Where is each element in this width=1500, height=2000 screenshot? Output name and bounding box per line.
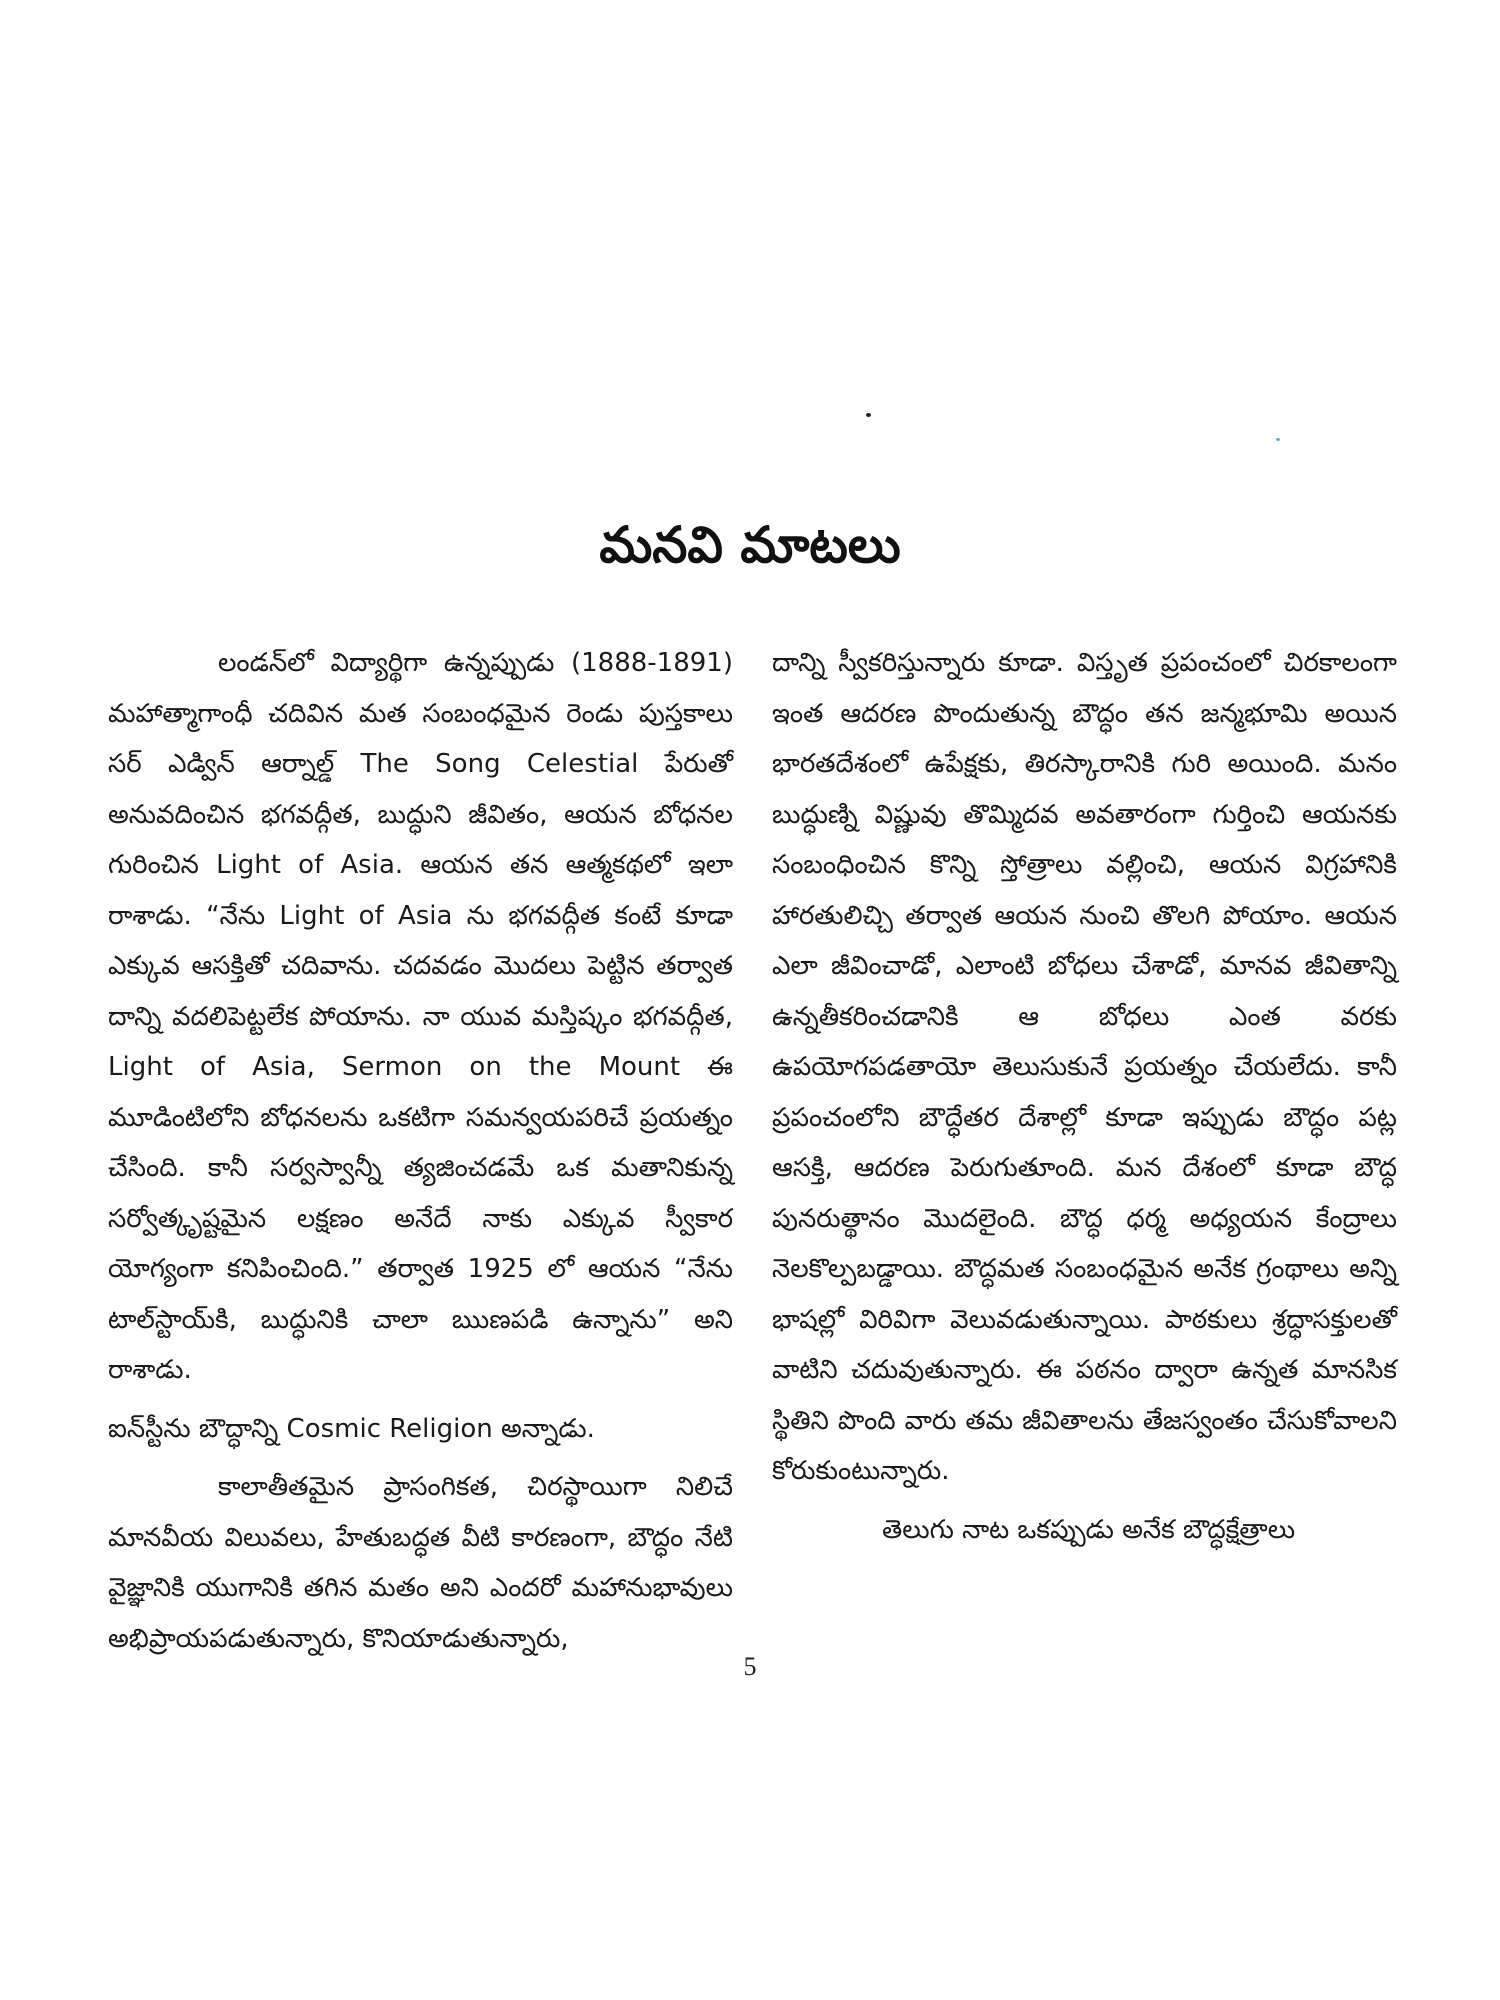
left-column [108,638,733,1664]
right-column [772,638,1397,1555]
page-title: మనవి మాటలు [599,516,901,574]
paragraph-gandhi: లండన్‌లో విద్యార్థిగా ఉన్నప్పుడు (1888-1891) మహాత్మాగాంధీ చదివిన మత సంబంధమైన రెండు పుస్తకాలు సర్ ఎడ్విన్ ఆర్నాల్డ్ The Song Celestial పేరుతో అనువదించిన భగవద్గీత, బుద్ధుని జీవితం, ఆయన బోధనల గురించిన Light of Asia. ఆయన తన ఆత్మకథలో ఇలా రాశాడు. “నేను Light of Asia ను భగవద్గీత కంటే కూడా ఎక్కువ ఆసక్తితో చదివాను. చదవడం మొదలు పెట్టిన తర్వాత దాన్ని వదలిపెట్టలేక పోయాను. నా యువ మస్తిష్కం భగవద్గీత, Light of Asia, Sermon on the Mount ఈ మూడింటిలోని బోధనలను ఒకటిగా సమన్వయపరిచే ప్రయత్నం చేసింది. కానీ సర్వస్వాన్నీ త్యజించడమే ఒక మతానికున్న సర్వోత్కృష్టమైన లక్షణం అనేదే నాకు ఎక్కువ స్వీకార యోగ్యంగా కనిపించింది.” తర్వాత 1925 లో ఆయన “నేను టాల్‌స్టాయ్‌కి, బుద్ధునికి చాలా ఋణపడి ఉన్నాను” అని రాశాడు. [108,648,733,1385]
paragraph-einstein: ఐన్‌స్టీను బౌద్ధాన్ని Cosmic Religion అన్నాడు. [108,1413,595,1444]
paragraph-relevance: కాలాతీతమైన ప్రాసంగికత, చిరస్థాయిగా నిలిచే మానవీయ విలువలు, హేతుబద్ధత వీటి కారణంగా, బౌద్ధం నేటి వైజ్ఞానికి యుగానికి తగిన మతం అని ఎందరో మహానుభావులు అభిప్రాయపడుతున్నారు, కొనియాడుతున్నారు, [108,1472,733,1654]
print-speck [1276,438,1280,441]
page-number: 5 [743,1652,757,1681]
paragraph-telugu-land: తెలుగు నాట ఒకప్పుడు అనేక బౌద్ధక్షేత్రాలు [882,1514,1296,1545]
paragraph-acceptance: దాన్ని స్వీకరిస్తున్నారు కూడా. విస్తృత ప్రపంచంలో చిరకాలంగా ఇంత ఆదరణ పొందుతున్న బౌద్ధం తన జన్మభూమి అయిన భారతదేశంలో ఉపేక్షకు, తిరస్కారానికి గురి అయింది. మనం బుద్ధుణ్ని విష్ణువు తొమ్మిదవ అవతారంగా గుర్తించి ఆయనకు సంబంధించిన కొన్ని స్తోత్రాలు వల్లించి, ఆయన విగ్రహానికి హారతులిచ్చి తర్వాత ఆయన నుంచి తొలగి పోయాం. ఆయన ఎలా జీవించాడో, ఎలాంటి బోధలు చేశాడో, మానవ జీవితాన్ని ఉన్నతీకరించడానికి ఆ బోధలు ఎంత వరకు ఉపయోగపడతాయో తెలుసుకునే ప్రయత్నం చేయలేదు. కానీ ప్రపంచంలోని బౌద్ధేతర దేశాల్లో కూడా ఇప్పుడు బౌద్ధం పట్ల ఆసక్తి, ఆదరణ పెరుగుతూంది. మన దేశంలో కూడా బౌద్ధ పునరుత్థానం మొదలైంది. బౌద్ధ ధర్మ అధ్యయన కేంద్రాలు నెలకొల్పబడ్డాయి. బౌద్ధమత సంబంధమైన అనేక గ్రంథాలు అన్ని భాషల్లో విరివిగా వెలువడుతున్నాయి. పాఠకులు శ్రద్ధాసక్తులతో వాటిని చదువుతున్నారు. ఈ పఠనం ద్వారా ఉన్నత మానసిక స్థితిని పొంది వారు తమ జీవితాలను తేజస్వంతం చేసుకోవాలని కోరుకుంటున్నారు. [772,648,1397,1486]
print-speck [866,413,871,417]
